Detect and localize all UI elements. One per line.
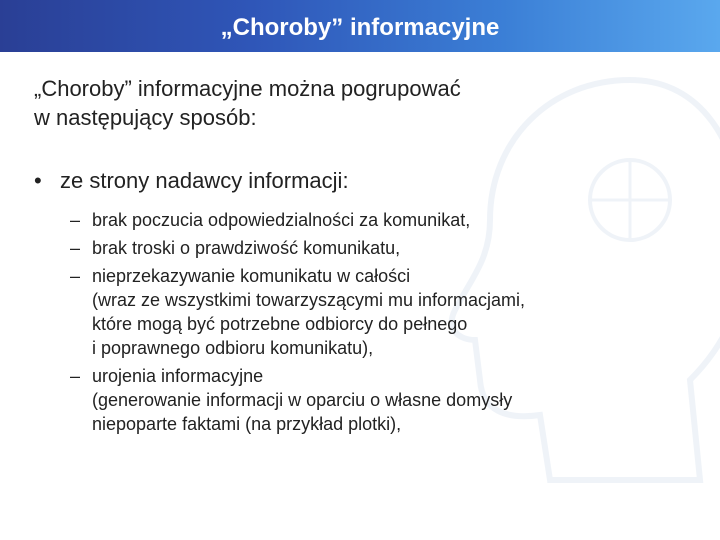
sub-item-line: brak troski o prawdziwość komunikatu, — [92, 238, 401, 258]
sub-item-line: nieprzekazywanie komunikatu w całości — [92, 266, 411, 286]
sub-list-item — [70, 264, 680, 360]
sub-list-item — [70, 236, 680, 260]
dash-icon: – — [70, 366, 81, 386]
sub-item-line: które mogą być potrzebne odbiorcy do pełnego — [92, 314, 468, 334]
sub-list-item — [70, 364, 680, 436]
slide-title: „Choroby” informacyjne — [220, 14, 500, 41]
bullet-icon: • — [34, 168, 42, 193]
sub-item-line: brak poczucia odpowiedzialności za komunikat, — [92, 210, 471, 230]
sub-list-item — [70, 208, 680, 232]
sub-item-line: urojenia informacyjne — [92, 366, 264, 386]
sub-item-line: (generowanie informacji w oparciu o własne domysły — [92, 390, 513, 410]
sub-item-line: i poprawnego odbioru komunikatu), — [92, 338, 374, 358]
sub-list — [70, 208, 680, 440]
slide-content — [34, 74, 694, 434]
dash-icon: – — [70, 210, 81, 230]
sub-item-line: niepoparte faktami (na przykład plotki), — [92, 414, 402, 434]
intro-paragraph — [34, 74, 694, 132]
bullet-text: ze strony nadawcy informacji: — [60, 168, 349, 193]
intro-line: „Choroby” informacyjne można pogrupować — [34, 76, 461, 101]
intro-line: w następujący sposób: — [34, 105, 257, 130]
sub-item-line: (wraz ze wszystkimi towarzyszącymi mu informacjami, — [92, 290, 526, 310]
dash-icon: – — [70, 238, 81, 258]
dash-icon: – — [70, 266, 81, 286]
